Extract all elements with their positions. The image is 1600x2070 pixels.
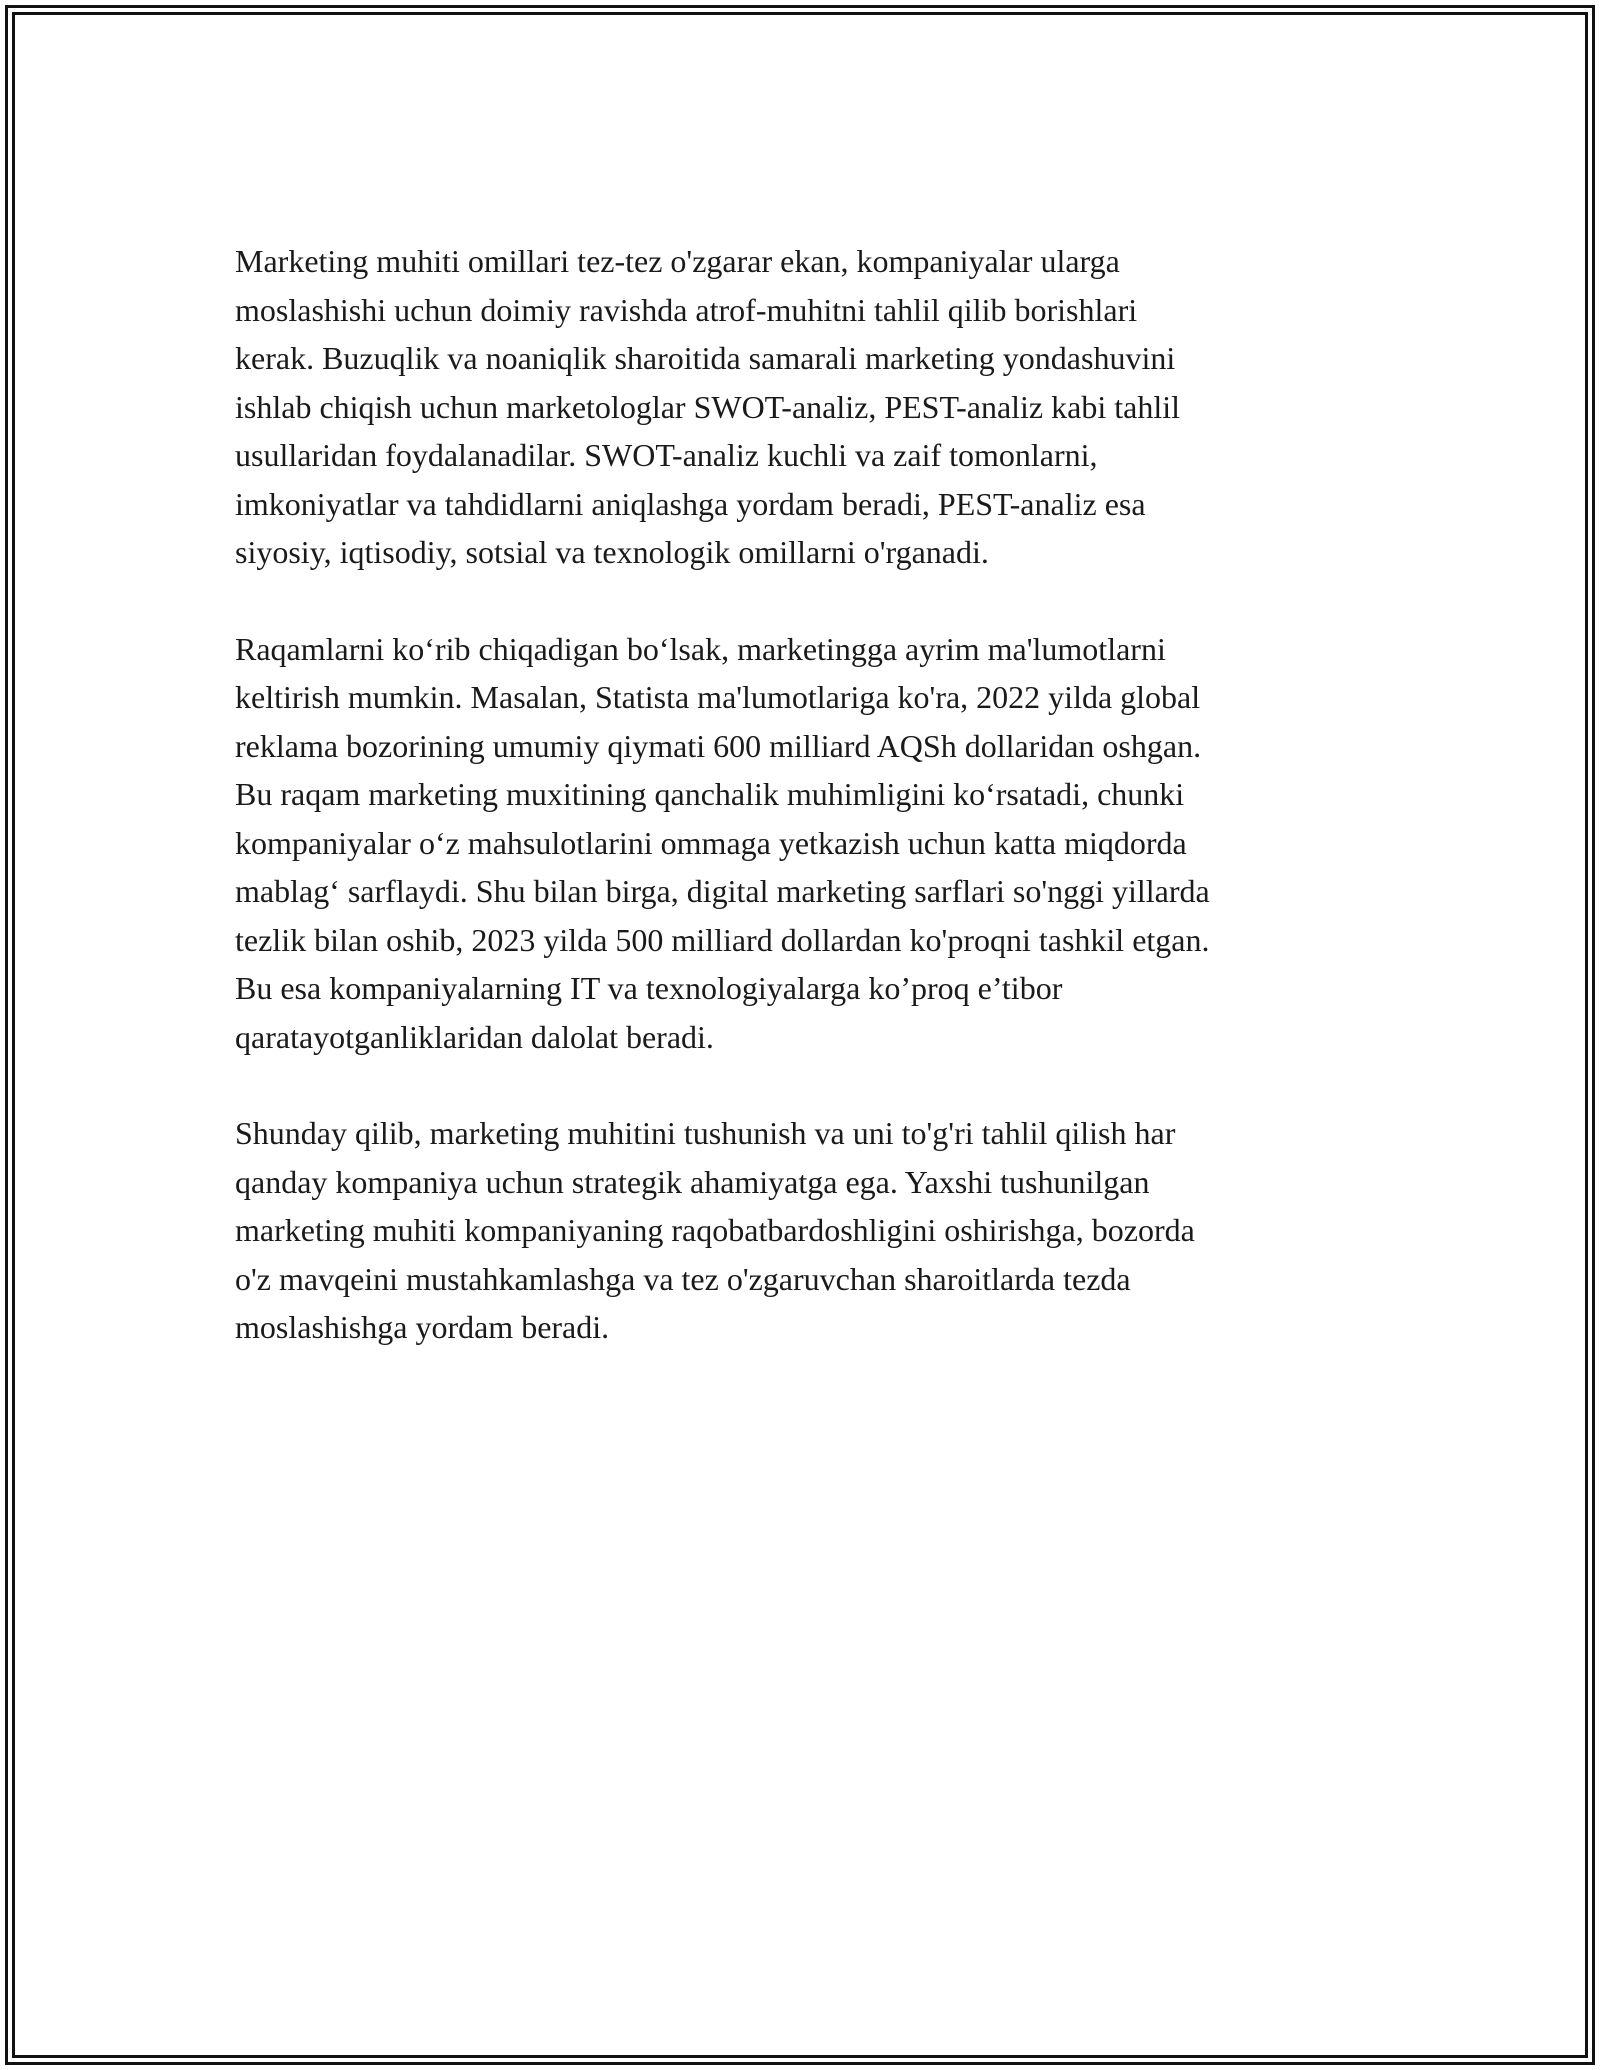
paragraph-conclusion: Shunday qilib, marketing muhitini tushunish va uni to'g'ri tahlil qilish har qanday kompaniya uchun strategik ahamiyatga ega. Yaxshi tushunilgan marketing muhiti kompaniyaning raqobatbardoshligini oshirishga, bozorda o'z mavqeini mustahkamlashga va tez o'zgaruvchan sharoitlarda tezda moslashishga yordam beradi.	[235, 1115, 1195, 1345]
paragraph-market-figures: Raqamlarni ko‘rib chiqadigan bo‘lsak, marketingga ayrim ma'lumotlarni keltirish mumkin. Masalan, Statista ma'lumotlariga ko'ra, 2022 yilda global reklama bozorining umumiy qiymati 600 milliard AQSh dollaridan oshgan. Bu raqam marketing muxitining qanchalik muhimligini ko‘rsatadi, chunki kompaniyalar o‘z mahsulotlarini ommaga yetkazish uchun katta miqdorda mablag‘ sarflaydi. Shu bilan birga, digital marketing sarflari so'nggi yillarda tezlik bilan oshib, 2023 yilda 500 milliard dollardan ko'proqni tashkil etgan. Bu esa kompaniyalarning IT va texnologiyalarga ko’proq e’tibor qaratayotganliklaridan dalolat beradi.	[235, 630, 1210, 1055]
paragraph-environment-analysis: Marketing muhiti omillari tez-tez o'zgarar ekan, kompaniyalar ularga moslashishi uchun doimiy ravishda atrof-muhitni tahlil qilib borishlari kerak. Buzuqlik va noaniqlik sharoitida samarali marketing yondashuvini ishlab chiqish uchun marketologlar SWOT-analiz, PEST-analiz kabi tahlil usullaridan foydalanadilar. SWOT-analiz kuchli va zaif tomonlarni, imkoniyatlar va tahdidlarni aniqlashga yordam beradi, PEST-analiz esa siyosiy, iqtisodiy, sotsial va texnologik omillarni o'rganadi.	[235, 243, 1180, 570]
document-body	[235, 237, 1375, 1400]
